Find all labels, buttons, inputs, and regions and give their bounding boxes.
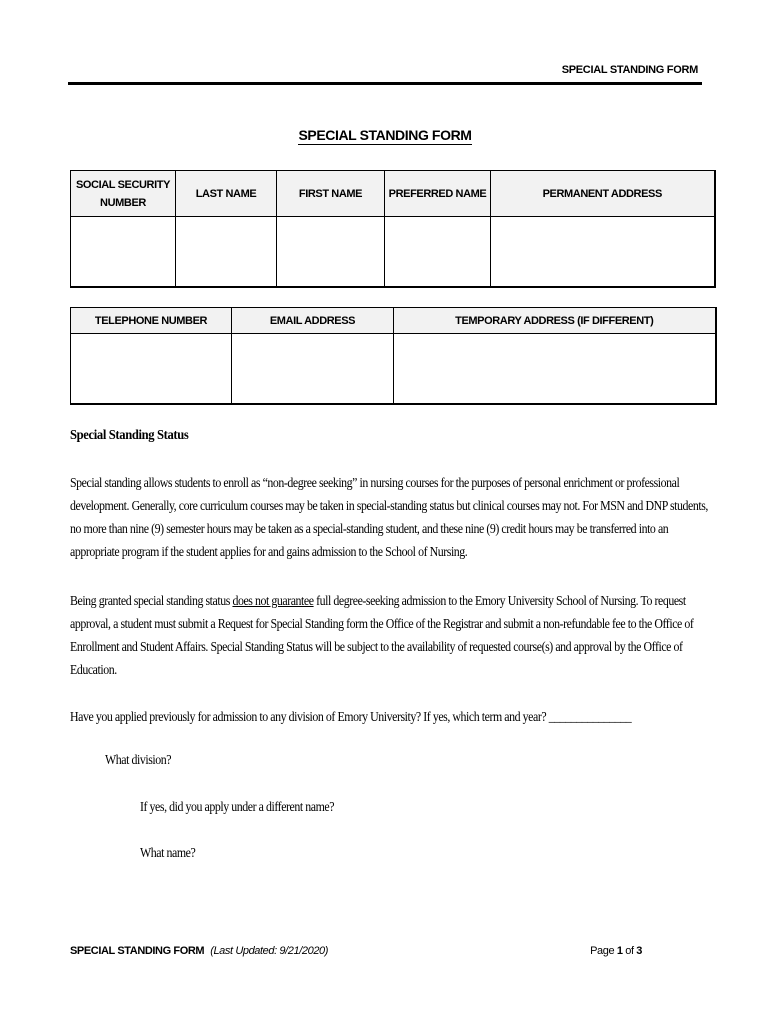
header-ssn: SOCIAL SECURITY NUMBER <box>71 171 176 217</box>
footer-title: SPECIAL STANDING FORM <box>70 945 205 957</box>
header-email: EMAIL ADDRESS <box>232 308 394 334</box>
disclaimer-text-end: full degree-seeking admission to the Emory University School of Nursing. To request approval, a student must submit a Request for Special Standing form the Office of the Registrar and submit a non-refundable fee to the Office of Enrollment and Student Affairs. Special Standing Status will be subject to the availability of requested course(s) and approval by the Office of Education. <box>70 593 694 677</box>
page-total: 3 <box>636 945 642 957</box>
last-name-field[interactable] <box>176 217 277 288</box>
section-heading: Special Standing Status <box>70 428 189 443</box>
header-first-name: FIRST NAME <box>277 171 385 217</box>
email-field[interactable] <box>232 334 394 405</box>
table-header-row <box>71 308 716 334</box>
footer-last-updated: (Last Updated: 9/21/2020) <box>210 945 329 957</box>
question-division: What division? <box>105 752 172 767</box>
temporary-address-field[interactable] <box>394 334 716 405</box>
question-different-name: If yes, did you apply under a different name? <box>140 799 335 814</box>
preferred-name-field[interactable] <box>385 217 491 288</box>
personal-info-table <box>70 170 716 288</box>
contact-info-table <box>70 307 717 405</box>
special-standing-description: Special standing allows students to enroll as “non-degree seeking” in nursing courses for the purposes of personal enrichment or professional development. Generally, core curriculum courses may be taken in special-standing status but clinical courses may not. For MSN and DNP students, no more than nine (9) semester hours may be taken as a special-standing student, and these nine (9) credit hours may be transferred into an appropriate program if the student applies for and gains admission to the School of Nursing. <box>70 475 708 559</box>
table-header-row <box>71 171 715 217</box>
form-title-text: SPECIAL STANDING FORM <box>298 127 472 143</box>
table-input-row <box>71 334 716 405</box>
form-title <box>0 127 770 143</box>
page-prefix: Page <box>590 945 617 957</box>
page-current: 1 <box>616 945 623 957</box>
header-divider <box>68 82 702 85</box>
ssn-field[interactable] <box>71 217 176 288</box>
header-telephone: TELEPHONE NUMBER <box>71 308 232 334</box>
first-name-field[interactable] <box>277 217 385 288</box>
page-mid: of <box>622 945 637 957</box>
question-what-name: What name? <box>140 845 196 860</box>
admission-disclaimer <box>70 589 710 681</box>
question-previous-application: Have you applied previously for admission to any division of Emory University? If yes, which term and year? _______________ <box>70 709 632 724</box>
header-last-name: LAST NAME <box>176 171 277 217</box>
page-number <box>590 945 642 957</box>
disclaimer-underlined-text: does not guarantee <box>232 593 314 608</box>
telephone-field[interactable] <box>71 334 232 405</box>
header-temporary-address: TEMPORARY ADDRESS (IF DIFFERENT) <box>394 308 716 334</box>
header-permanent-address: PERMANENT ADDRESS <box>491 171 715 217</box>
footer-form-label <box>70 945 328 957</box>
disclaimer-text-start: Being granted special standing status <box>70 593 233 608</box>
header-preferred-name: PREFERRED NAME <box>385 171 491 217</box>
running-header-title: SPECIAL STANDING FORM <box>561 64 698 76</box>
permanent-address-field[interactable] <box>491 217 715 288</box>
table-input-row <box>71 217 715 288</box>
